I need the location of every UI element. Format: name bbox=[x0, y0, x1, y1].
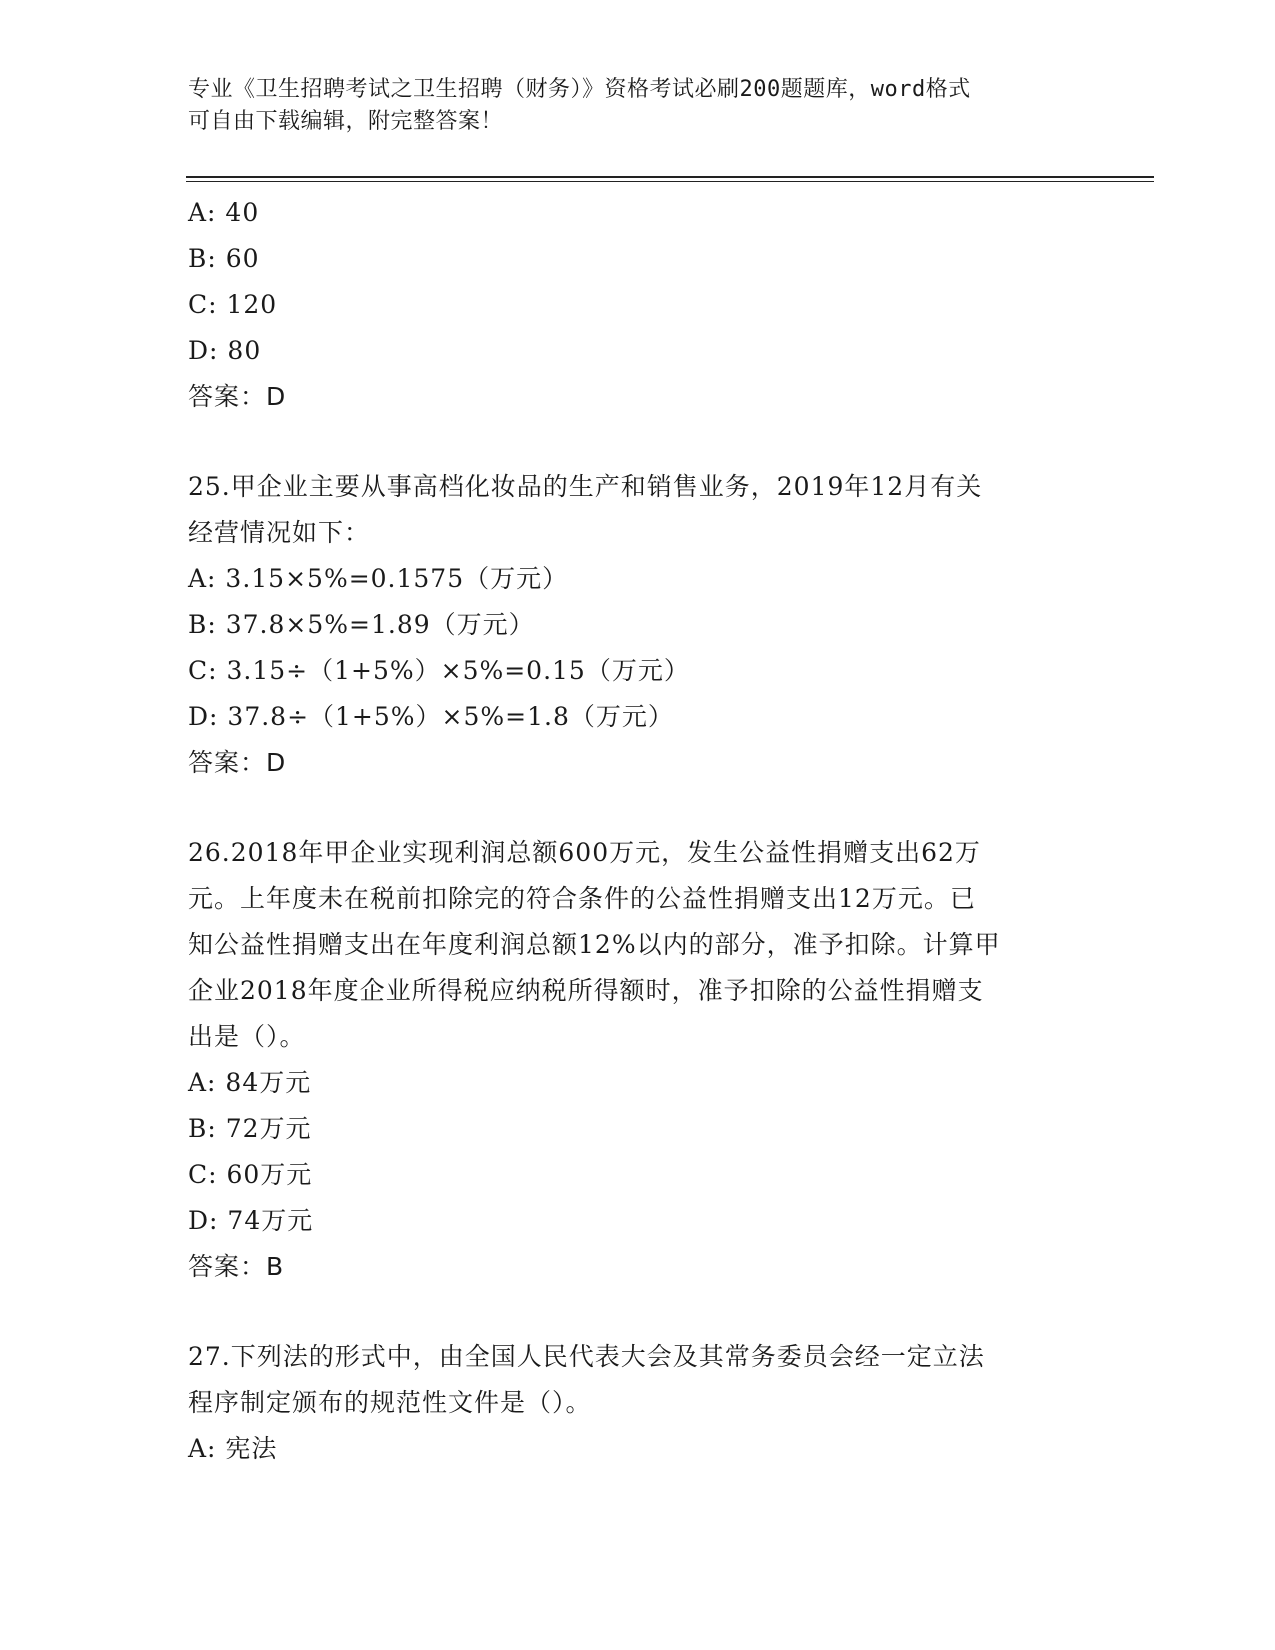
answer: 答案：D bbox=[188, 748, 287, 777]
spacer bbox=[188, 420, 1088, 464]
option-b: B: 37.8×5%=1.89（万元） bbox=[188, 610, 535, 639]
question-text-line: 知公益性捐赠支出在年度利润总额12%以内的部分，准予扣除。计算甲 bbox=[188, 930, 1001, 959]
question-27 bbox=[188, 1334, 1088, 1472]
question-text-line: 27.下列法的形式中，由全国人民代表大会及其常务委员会经一定立法 bbox=[188, 1342, 985, 1371]
question-text-line: 26.2018年甲企业实现利润总额600万元，发生公益性捐赠支出62万 bbox=[188, 838, 981, 867]
option-a: A: 84万元 bbox=[188, 1068, 312, 1097]
question-26 bbox=[188, 830, 1088, 1290]
option-a: A: 3.15×5%=0.1575（万元） bbox=[188, 564, 569, 593]
option-d: D: 74万元 bbox=[188, 1206, 314, 1235]
option-a: A: 宪法 bbox=[188, 1434, 278, 1463]
spacer bbox=[188, 1290, 1088, 1334]
question-24-tail bbox=[188, 190, 1088, 420]
question-25 bbox=[188, 464, 1088, 786]
option-c: C: 120 bbox=[188, 290, 278, 319]
document-header bbox=[188, 74, 1088, 138]
question-text-line: 经营情况如下： bbox=[188, 518, 371, 547]
header-divider-thin bbox=[186, 181, 1154, 182]
document-body bbox=[188, 190, 1088, 1472]
option-b: B: 60 bbox=[188, 244, 260, 273]
question-text-line: 元。上年度未在税前扣除完的符合条件的公益性捐赠支出12万元。已 bbox=[188, 884, 976, 913]
answer: 答案：B bbox=[188, 1252, 285, 1281]
header-title-line-2: 可自由下载编辑，附完整答案！ bbox=[188, 109, 504, 134]
option-a: A: 40 bbox=[188, 198, 260, 227]
question-text-line: 出是（）。 bbox=[188, 1022, 306, 1051]
option-c: C: 3.15÷（1+5%）×5%=0.15（万元） bbox=[188, 656, 690, 685]
question-text-line: 25.甲企业主要从事高档化妆品的生产和销售业务，2019年12月有关 bbox=[188, 472, 983, 501]
option-d: D: 37.8÷（1+5%）×5%=1.8（万元） bbox=[188, 702, 674, 731]
header-divider-thick bbox=[186, 176, 1154, 178]
question-text-line: 程序制定颁布的规范性文件是（）。 bbox=[188, 1388, 592, 1417]
question-text-line: 企业2018年度企业所得税应纳税所得额时，准予扣除的公益性捐赠支 bbox=[188, 976, 984, 1005]
answer: 答案：D bbox=[188, 382, 287, 411]
option-c: C: 60万元 bbox=[188, 1160, 313, 1189]
header-title-line-1: 专业《卫生招聘考试之卫生招聘（财务）》资格考试必刷200题题库，word格式 bbox=[188, 77, 971, 102]
option-d: D: 80 bbox=[188, 336, 262, 365]
option-b: B: 72万元 bbox=[188, 1114, 312, 1143]
spacer bbox=[188, 786, 1088, 830]
